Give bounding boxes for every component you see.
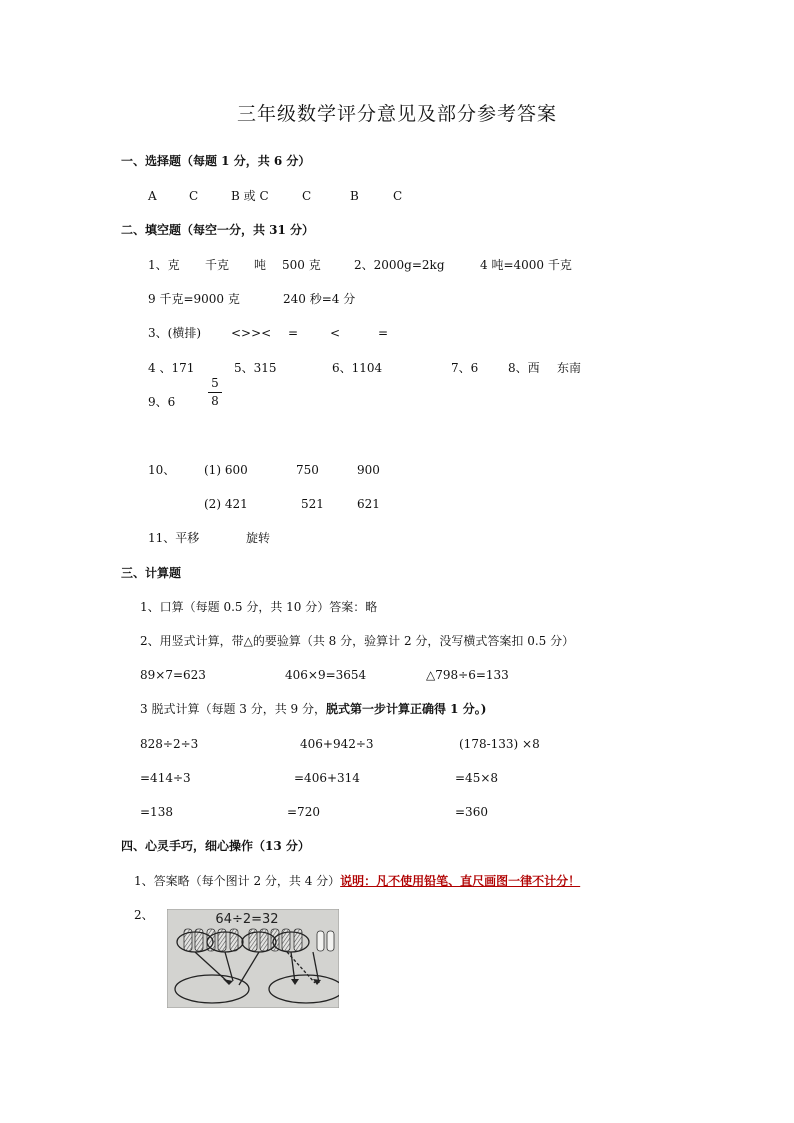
calc-col1-line1: 828÷2÷3 <box>140 737 199 751</box>
calc-answer-1: 89×7=623 <box>140 668 206 682</box>
fill-q1-b: 千克 <box>205 258 230 272</box>
fraction <box>208 376 222 409</box>
fill-q10-r2-b: 521 <box>301 497 324 511</box>
calc-part-2: 2、用竖式计算，带△的要验算（共 8 分，验算计 2 分，没写横式答案扣 0.5 分） <box>140 634 575 648</box>
fill-q2: 2、2000g=2kg <box>354 258 445 272</box>
fill-q2-c: 9 千克=9000 克 <box>148 292 240 306</box>
calc-part-3 <box>140 701 486 717</box>
fill-q11: 11、平移 <box>148 531 200 545</box>
fill-q10-r2-a: (2) 421 <box>204 497 248 511</box>
fill-q10-r1-a: (1) 600 <box>204 463 248 477</box>
section-4-heading: 四、心灵手巧，细心操作（13 分） <box>121 839 310 853</box>
fill-q4: 4 、171 <box>148 361 195 375</box>
photo-equation: 64÷2=32 <box>215 912 279 927</box>
fill-q1-d: 500 克 <box>282 258 321 272</box>
fill-q9: 9、6 <box>148 395 176 409</box>
choice-answer-5: B <box>350 189 359 203</box>
choice-answer-3: B 或 C <box>231 189 269 203</box>
calc-col2-line2: =406+314 <box>294 771 360 785</box>
fraction-numerator: 5 <box>211 376 219 390</box>
warning-note: 说明：凡不使用铅笔、直尺画图一律不计分！ <box>340 874 581 888</box>
fill-q1-a: 1、克 <box>148 258 180 272</box>
calc-col2-line3: =720 <box>287 805 320 819</box>
calc-answer-3: △798÷6=133 <box>426 668 509 682</box>
fill-q7: 7、6 <box>451 361 479 375</box>
fill-q3-val-2: = <box>288 326 299 340</box>
calc-col3-line2: =45×8 <box>455 771 499 785</box>
fill-q10-label: 10、 <box>148 463 176 477</box>
fraction-bar <box>208 392 222 393</box>
fill-q6: 6、1104 <box>332 361 383 375</box>
fill-q10-r1-b: 750 <box>296 463 319 477</box>
fill-q8-b: 东南 <box>557 361 582 375</box>
calc-col3-line1: (178-133) ×8 <box>459 737 540 751</box>
calc-answer-2: 406×9=3654 <box>285 668 367 682</box>
calc-col1-line2: =414÷3 <box>140 771 191 785</box>
calc-col2-line1: 406+942÷3 <box>300 737 374 751</box>
section-3-heading: 三、计算题 <box>121 566 182 580</box>
fill-q3-val-4: = <box>378 326 389 340</box>
section-1-heading: 一、选择题（每题 1 分，共 6 分） <box>121 154 311 168</box>
fill-q2-b: 4 吨=4000 千克 <box>480 258 572 272</box>
fill-q2-d: 240 秒=4 分 <box>283 292 356 306</box>
calc-part-3-text: 3 脱式计算（每题 3 分，共 9 分， <box>140 702 326 716</box>
choice-answer-4: C <box>302 189 312 203</box>
calc-col1-line3: =138 <box>140 805 173 819</box>
section-2-heading: 二、填空题（每空一分，共 31 分） <box>121 223 315 237</box>
choice-answer-6: C <box>393 189 403 203</box>
choice-answer-1: A <box>148 189 157 203</box>
fill-q10-r2-c: 621 <box>357 497 380 511</box>
fill-q3-val-1: <>>< <box>231 326 272 340</box>
calc-part-1: 1、口算（每题 0.5 分，共 10 分）答案：略 <box>140 600 378 614</box>
calc-part-3-bold: 脱式第一步计算正确得 1 分。) <box>325 702 487 716</box>
operate-part-1 <box>134 873 580 889</box>
fraction-denominator: 8 <box>211 394 219 408</box>
fill-q3-label: 3、(横排) <box>148 326 201 340</box>
fill-q3-val-3: < <box>330 326 341 340</box>
operate-part-1-text: 1、答案略（每个图计 2 分，共 4 分） <box>134 874 341 888</box>
operate-part-2: 2、 <box>134 908 154 922</box>
fill-q5: 5、315 <box>234 361 277 375</box>
page-title: 三年级数学评分意见及部分参考答案 <box>236 103 557 125</box>
answer-photo <box>167 909 339 1008</box>
fill-q11-b: 旋转 <box>246 531 271 545</box>
fill-q10-r1-c: 900 <box>357 463 380 477</box>
fill-q1-c: 吨 <box>254 258 267 272</box>
calc-col3-line3: =360 <box>455 805 488 819</box>
choice-answer-2: C <box>189 189 199 203</box>
fill-q8: 8、西 <box>508 361 540 375</box>
